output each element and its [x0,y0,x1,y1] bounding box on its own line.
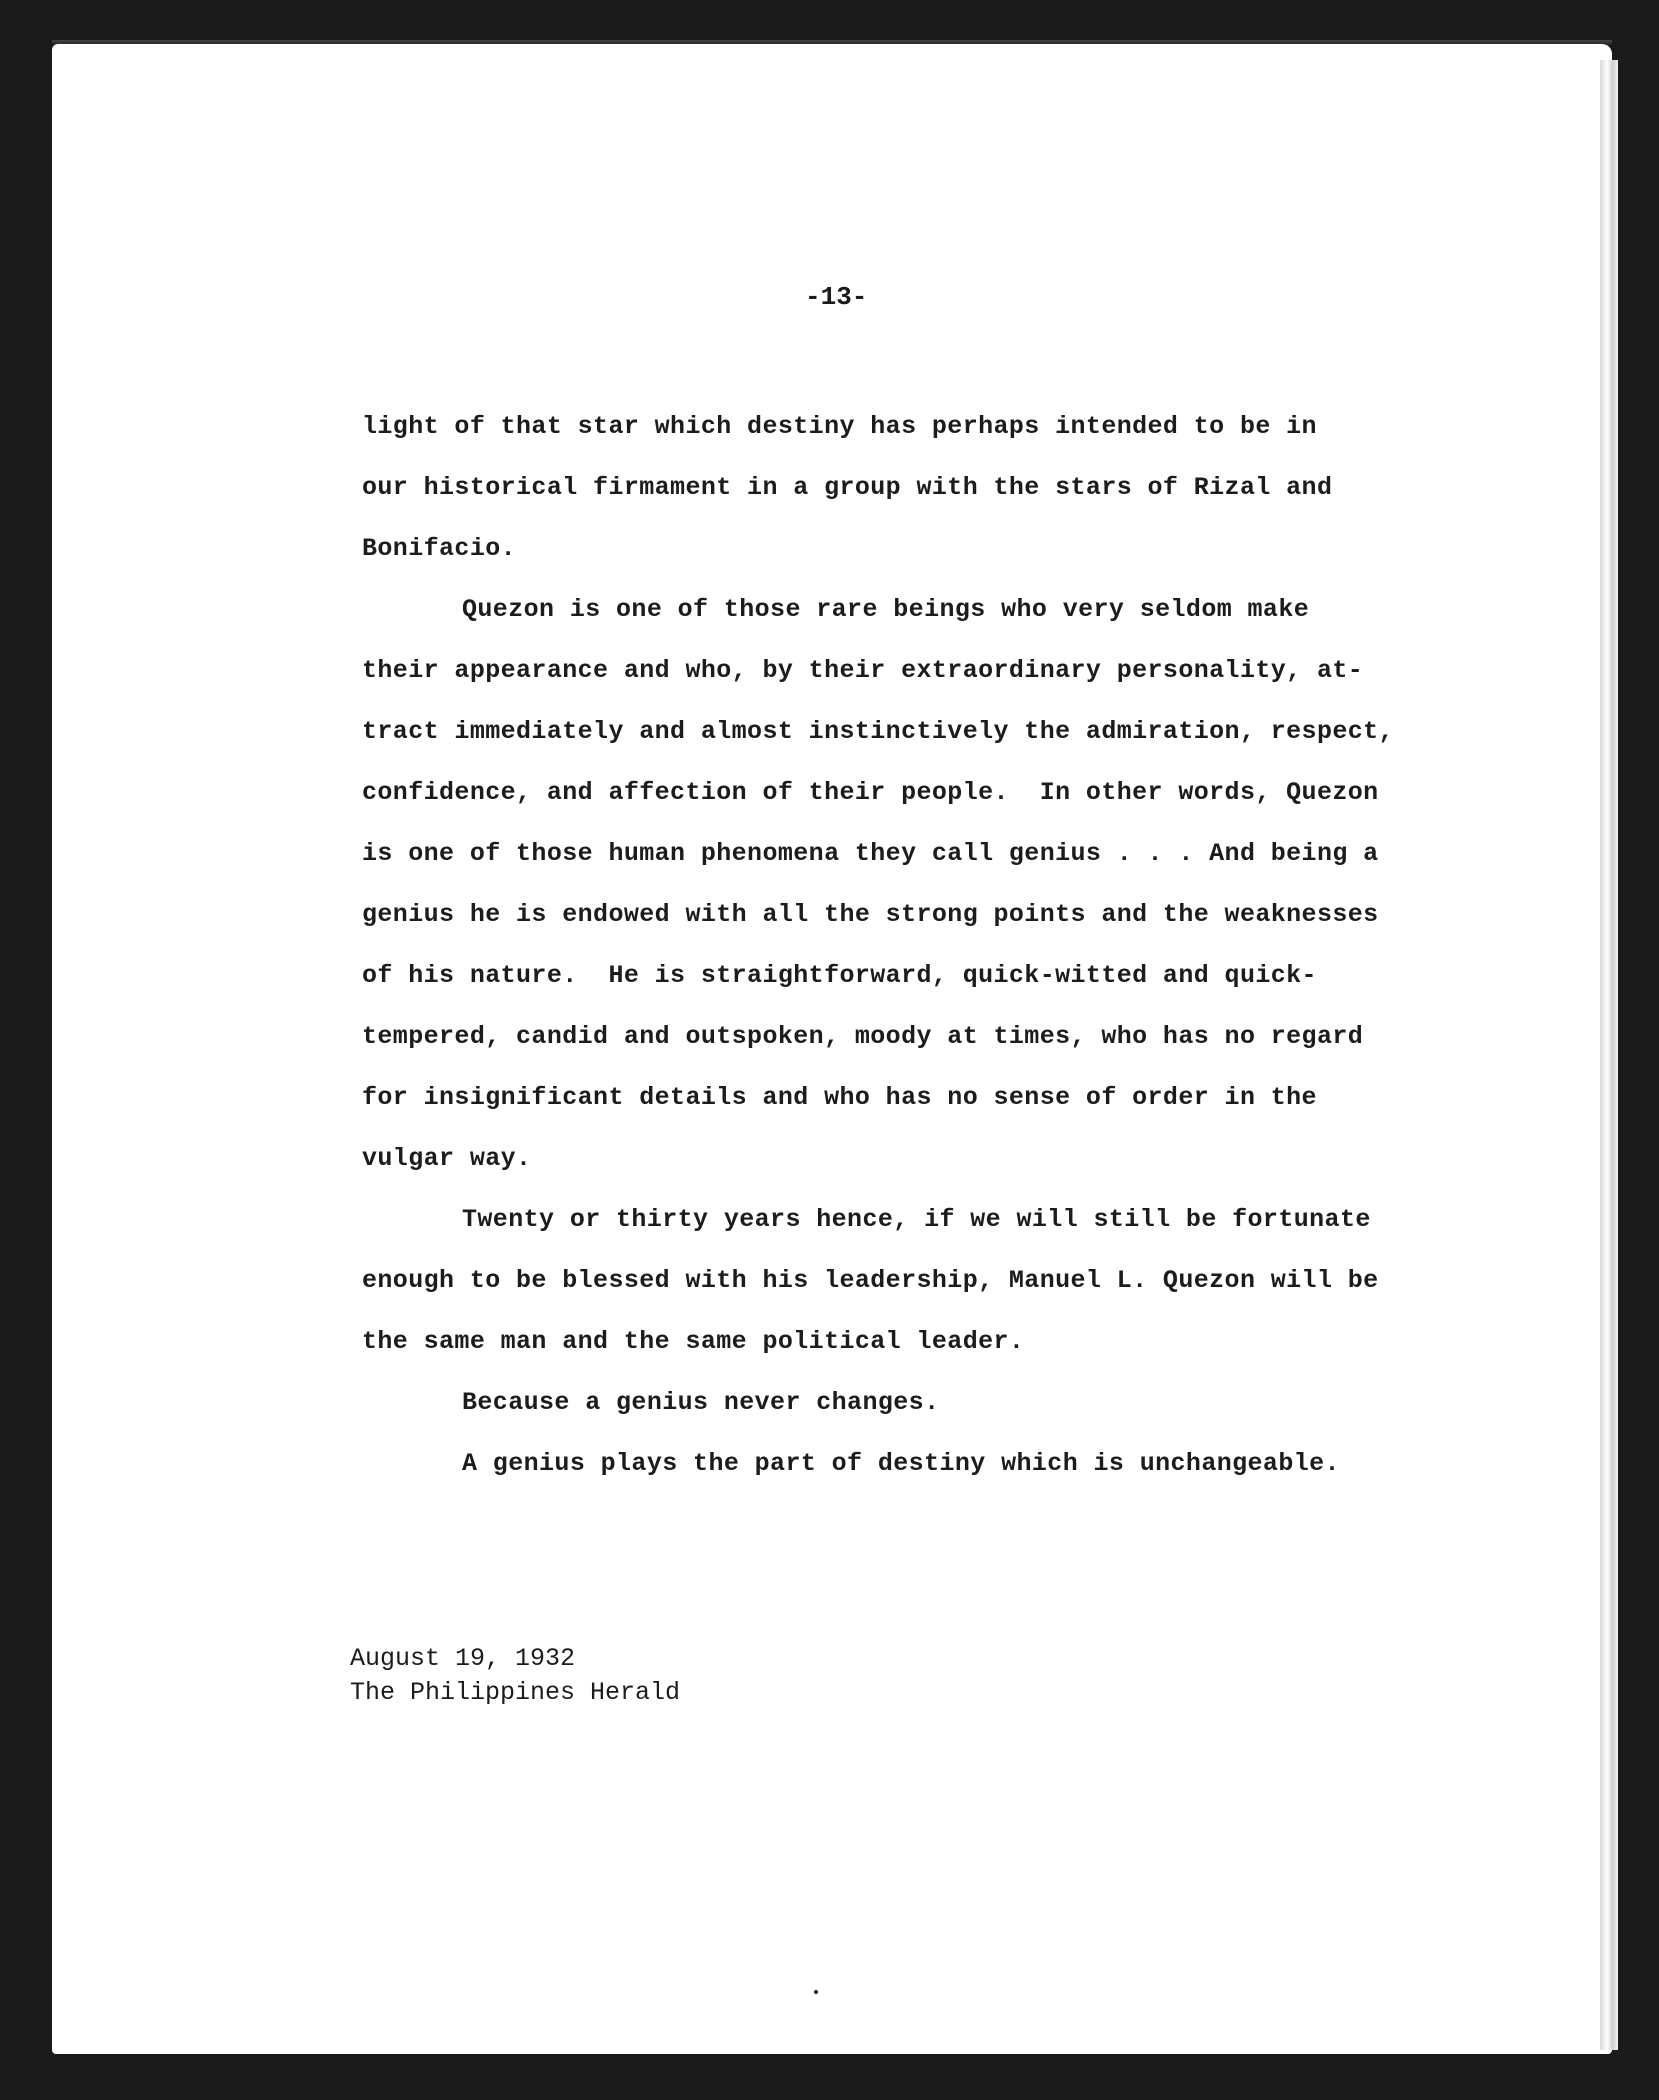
text-line: genius he is endowed with all the strong points and the weaknesses [362,900,1379,929]
text-line: is one of those human phenomena they call genius . . . And being a [362,839,1379,868]
footer-source: The Philippines Herald [350,1678,681,1707]
text-line: Because a genius never changes. [462,1388,940,1417]
text-line: vulgar way. [362,1144,532,1173]
document-body [362,396,1402,1494]
text-line: light of that star which destiny has perhaps intended to be in [362,412,1317,441]
text-line: of his nature. He is straightforward, quick-witted and quick- [362,961,1317,990]
page-number: -13- [805,282,868,312]
text-line: enough to be blessed with his leadership, Manuel L. Quezon will be [362,1266,1379,1295]
footer-date: August 19, 1932 [350,1644,576,1673]
ink-speck [814,1990,818,1994]
text-line: A genius plays the part of destiny which is unchangeable. [462,1449,1340,1478]
page-edge [1600,60,1618,2050]
text-line: for insignificant details and who has no sense of order in the [362,1083,1317,1112]
text-line: Quezon is one of those rare beings who very seldom make [462,595,1310,624]
text-line: Bonifacio. [362,534,517,563]
text-line: tempered, candid and outspoken, moody at times, who has no regard [362,1022,1364,1051]
text-line: the same man and the same political leader. [362,1327,1025,1356]
text-line: Twenty or thirty years hence, if we will still be fortunate [462,1205,1371,1234]
text-line: tract immediately and almost instinctively the admiration, respect, [362,717,1394,746]
text-line: confidence, and affection of their people. In other words, Quezon [362,778,1379,807]
text-line: their appearance and who, by their extraordinary personality, at- [362,656,1364,685]
text-line: our historical firmament in a group with the stars of Rizal and [362,473,1333,502]
document-footer [350,1642,680,1710]
